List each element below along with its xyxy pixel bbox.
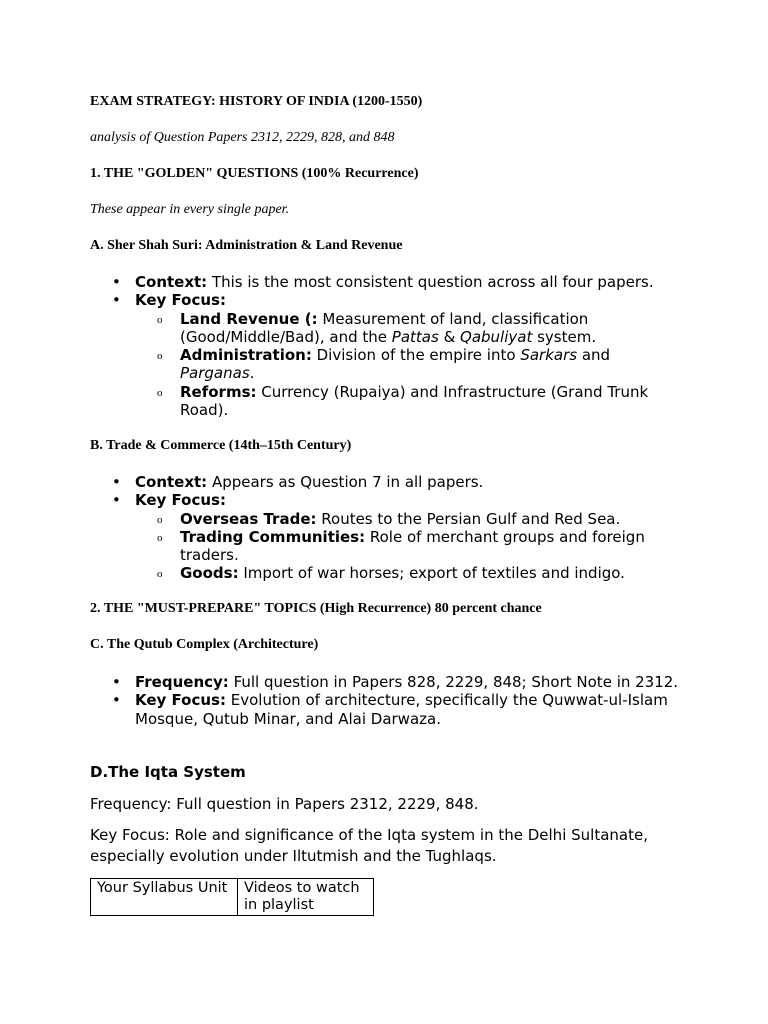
table-row: [91, 879, 374, 916]
section-d-frequency: Frequency: Full question in Papers 2312, 2229, 848.: [90, 795, 479, 813]
section-1-note: These appear in every single paper.: [90, 202, 290, 217]
list-item: • Key Focus: o Land Revenue (: Measurement of land, classification (Good/Middle/Bad), and the Pattas & Qabuliyat system. o Administration: Division of the empire into Sarkars and Parganas. o Reforms: Currency (Rupaiya) and Infrastructure (Grand Trunk Road).: [90, 291, 680, 419]
section-b-heading: B. Trade & Commerce (14th–15th Century): [90, 438, 352, 453]
table-cell-syllabus-unit: Your Syllabus Unit: [91, 879, 238, 916]
list-item: o Land Revenue (: Measurement of land, classification (Good/Middle/Bad), and the Pattas & Qabuliyat system.: [135, 310, 680, 347]
section-c-list: [90, 673, 680, 728]
section-d-heading: D.The Iqta System: [90, 763, 246, 781]
table-cell-videos: Videos to watch in playlist: [238, 879, 374, 916]
list-item: • Key Focus: Evolution of architecture, specifically the Quwwat-ul-Islam Mosque, Qutub Minar, and Alai Darwaza.: [90, 691, 680, 728]
section-b-list: [90, 473, 680, 583]
sub-list: [135, 310, 680, 420]
list-item: • Context: Appears as Question 7 in all papers.: [90, 473, 680, 491]
section-d-keyfocus: Key Focus: Role and significance of the Iqta system in the Delhi Sultanate, especially evolution under Iltutmish and the Tughlaqs.: [90, 826, 648, 865]
syllabus-table: [90, 878, 374, 916]
list-item: o Administration: Division of the empire into Sarkars and Parganas.: [135, 346, 680, 383]
list-item: o Overseas Trade: Routes to the Persian Gulf and Red Sea.: [135, 510, 680, 528]
list-item: o Goods: Import of war horses; export of textiles and indigo.: [135, 564, 680, 582]
section-a-list: [90, 273, 680, 419]
document-title: EXAM STRATEGY: HISTORY OF INDIA (1200-1550): [90, 94, 423, 109]
section-1-heading: 1. THE "GOLDEN" QUESTIONS (100% Recurrence): [90, 166, 419, 181]
section-a-heading: A. Sher Shah Suri: Administration & Land Revenue: [90, 238, 403, 253]
list-item: • Context: This is the most consistent question across all four papers.: [90, 273, 680, 291]
section-c-heading: C. The Qutub Complex (Architecture): [90, 637, 319, 652]
document-subtitle: analysis of Question Papers 2312, 2229, 828, and 848: [90, 130, 395, 145]
section-2-heading: 2. THE "MUST-PREPARE" TOPICS (High Recurrence) 80 percent chance: [90, 601, 542, 616]
list-item: • Frequency: Full question in Papers 828, 2229, 848; Short Note in 2312.: [90, 673, 680, 691]
list-item: o Reforms: Currency (Rupaiya) and Infrastructure (Grand Trunk Road).: [135, 383, 680, 420]
list-item: o Trading Communities: Role of merchant groups and foreign traders.: [135, 528, 680, 565]
sub-list: [135, 510, 680, 583]
list-item: • Key Focus: o Overseas Trade: Routes to the Persian Gulf and Red Sea. o Trading Communities: Role of merchant groups and foreign traders. o Goods: Import of war horses; export of textiles and indigo.: [90, 491, 680, 582]
